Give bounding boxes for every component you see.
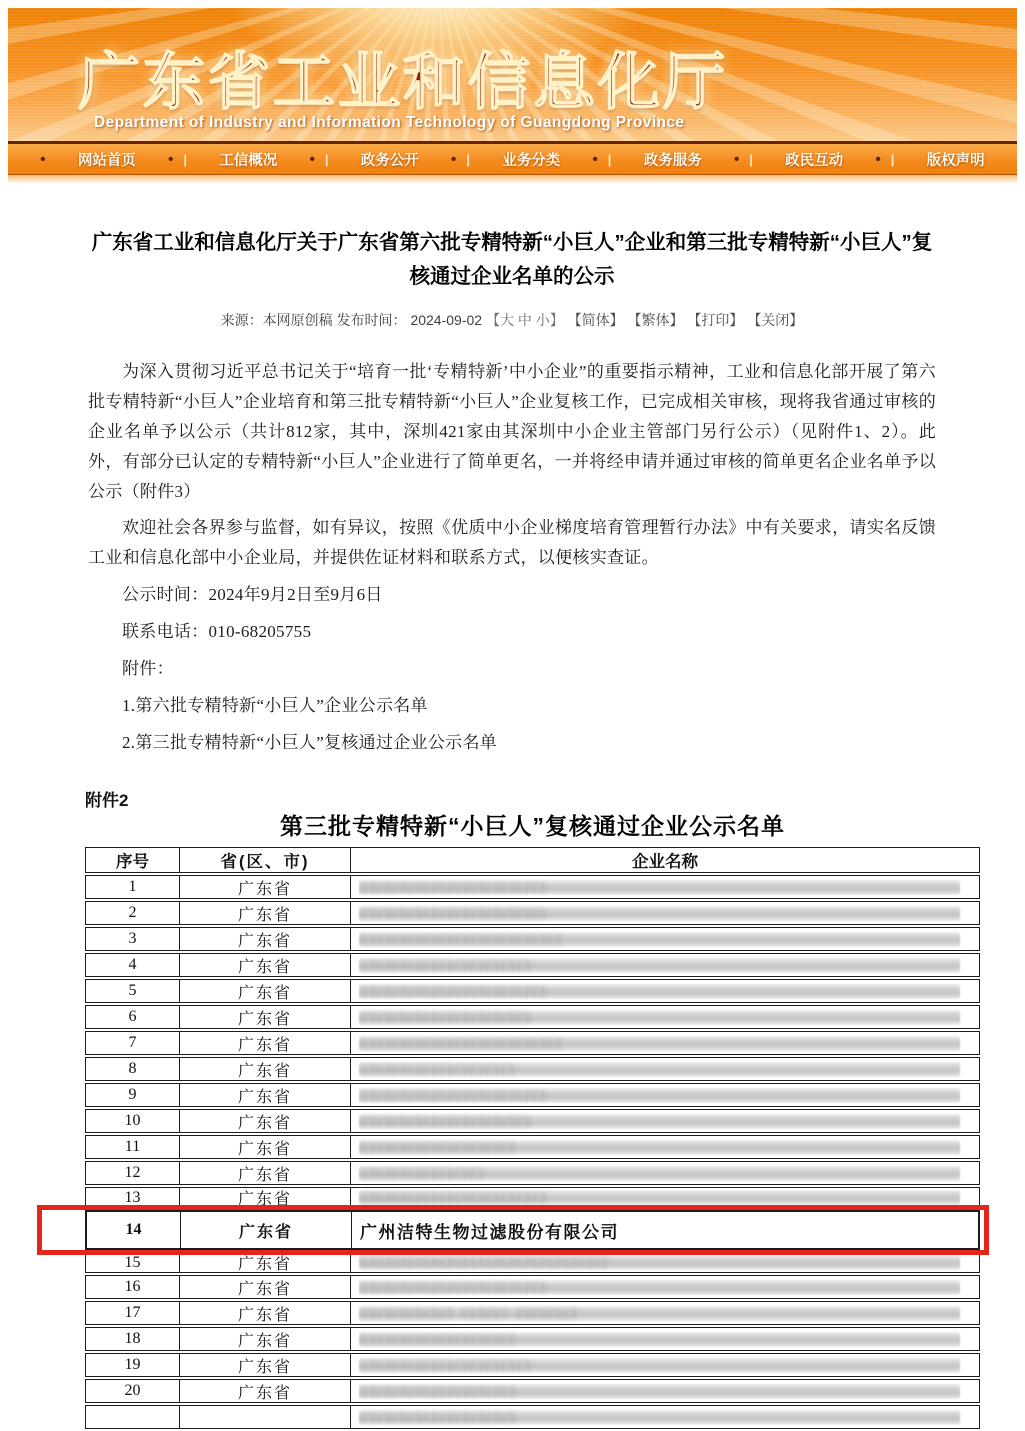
table-row xyxy=(85,927,980,951)
meta-date: 2024-09-02 xyxy=(410,312,483,328)
cell-province: 广东省 xyxy=(179,1058,350,1080)
cell-company xyxy=(350,954,979,976)
cell-province: 广东省 xyxy=(179,928,350,950)
table-row xyxy=(85,1301,980,1325)
cell-company xyxy=(350,1380,979,1402)
cell-company xyxy=(350,1110,979,1132)
cell-company xyxy=(350,1188,979,1207)
cell-no: 16 xyxy=(124,1278,141,1295)
attachment-item-1: 1.第六批专精特新“小巨人”企业公示名单 xyxy=(122,696,428,715)
cell-company xyxy=(350,1058,979,1080)
cell-no: 3 xyxy=(128,930,137,947)
article-meta xyxy=(88,310,936,330)
contact-phone: 联系电话：010-68205755 xyxy=(122,622,312,641)
table-row xyxy=(85,1031,980,1055)
cell-company xyxy=(350,980,979,1002)
company-name-redacted: 口口口口口口口口 xyxy=(359,1166,960,1181)
cell-no: 2 xyxy=(128,904,137,921)
table-row xyxy=(85,1187,980,1208)
cell-company xyxy=(350,928,979,950)
company-name-redacted: 口口口口口口口口口口 xyxy=(359,1332,960,1347)
meta-source: 来源：本网原创稿 xyxy=(220,312,333,328)
cell-no: 1 xyxy=(128,878,137,895)
paragraph: 欢迎社会各界参与监督，如有异议，按照《优质中小企业梯度培育管理暂行办法》中有关要求，请实名反馈工业和信息化部中小企业局，并提供佐证材料和联系方式，以便核实查证。 xyxy=(88,518,936,567)
nav-item-3[interactable]: 政务公开 xyxy=(360,152,419,169)
cell-no: 18 xyxy=(124,1330,141,1347)
article-title: 广东省工业和信息化厅关于广东省第六批专精特新“小巨人”企业和第三批专精特新“小巨人”复核通过企业名单的公示 xyxy=(91,231,933,288)
company-name-redacted: 口口口口口口口口口口口口口口口口 xyxy=(359,1255,960,1270)
cell-no: 12 xyxy=(124,1164,141,1181)
cell-no: 10 xyxy=(124,1112,141,1129)
nav-item-2[interactable]: 工信概况 xyxy=(219,152,278,169)
table-row xyxy=(85,1327,980,1351)
table-row xyxy=(85,1057,980,1081)
company-name-redacted: 口口口口口口口口口口口口口 xyxy=(359,1036,960,1051)
cell-province: 广东省 xyxy=(179,1162,350,1184)
company-name-redacted: 口口口口口口口口口口口 xyxy=(359,1114,960,1129)
site-title: 广东省工业和信息化厅 xyxy=(78,48,729,117)
font-size-control[interactable]: 【大 中 小】 xyxy=(485,312,564,328)
cell-company xyxy=(351,1212,978,1248)
cell-no: 11 xyxy=(124,1138,141,1155)
cell-company xyxy=(350,876,979,898)
main-nav xyxy=(8,141,1017,174)
table-row xyxy=(85,1275,980,1299)
nav-separator: • | xyxy=(309,150,329,168)
table-row xyxy=(85,1161,980,1185)
table-row xyxy=(85,1005,980,1029)
company-name: 广州洁特生物过滤股份有限公司 xyxy=(360,1222,619,1242)
cell-no xyxy=(86,1406,179,1428)
cell-province: 广东省 xyxy=(179,1380,350,1402)
cell-company xyxy=(350,1136,979,1158)
company-name-redacted: 口口口口口口（口口）口口口口 xyxy=(359,1306,960,1321)
cell-province: 广东省 xyxy=(179,1006,350,1028)
nav-separator: • | xyxy=(168,150,188,168)
company-name-redacted: 口口口口口口口口口口口口口 xyxy=(359,932,960,947)
cell-province: 广东省 xyxy=(180,1212,351,1248)
cell-province: 广东省 xyxy=(179,1328,350,1350)
nav-separator: • | xyxy=(592,150,612,168)
cell-no: 15 xyxy=(124,1253,141,1271)
company-name-redacted: 口口口口口口口口口口口口 xyxy=(359,1190,960,1205)
company-name-redacted: 口口口口口口口口口口口口 xyxy=(359,906,960,921)
company-name-redacted: 口口口口口口口口口口 xyxy=(359,1410,960,1425)
company-name-redacted: 口口口口口口口口口口口 xyxy=(359,958,960,973)
table-row xyxy=(85,979,980,1003)
site-subtitle-english: Department of Industry and Information Technology of Guangdong Province xyxy=(94,114,685,131)
cell-no: 7 xyxy=(128,1034,137,1051)
nav-item-6[interactable]: 政民互动 xyxy=(785,152,844,169)
table-title: 第三批专精特新“小巨人”复核通过企业公示名单 xyxy=(280,813,785,839)
cell-province: 广东省 xyxy=(179,1032,350,1054)
table-row xyxy=(85,1405,980,1429)
meta-time-label: 发布时间： xyxy=(336,312,407,328)
cell-company xyxy=(350,1253,979,1272)
traditional-button[interactable]: 【繁体】 xyxy=(627,312,684,328)
table-row xyxy=(85,875,980,899)
company-table xyxy=(85,847,980,1431)
company-name-redacted: 口口口口口口口口口口口口 xyxy=(359,984,960,999)
nav-separator: • | xyxy=(875,150,895,168)
attachment-item-2: 2.第三批专精特新“小巨人”复核通过企业公示名单 xyxy=(122,733,498,752)
cell-company xyxy=(350,1084,979,1106)
cell-company xyxy=(350,1276,979,1298)
cell-province: 广东省 xyxy=(179,1253,350,1272)
cell-no: 6 xyxy=(128,1008,137,1025)
close-button[interactable]: 【关闭】 xyxy=(747,312,804,328)
header-province: 省(区、市) xyxy=(179,848,350,872)
nav-bottom-fade xyxy=(8,174,1017,184)
cell-province: 广东省 xyxy=(179,1354,350,1376)
cell-company xyxy=(350,902,979,924)
cell-no: 20 xyxy=(124,1382,141,1399)
paragraph: 为深入贯彻习近平总书记关于“培育一批‘专精特新’中小企业”的重要指示精神，工业和信息化部开展了第六批专精特新“小巨人”企业培育和第三批专精特新“小巨人”企业复核工作，已完成相关审核，现将我省通过审核的企业名单予以公示（共计812家，其中，深圳421家由其深圳中小企业主管部门另行公示）（见附件1、2）。此外，有部分已认定的专精特新“小巨人”企业进行了简单更名，一并将经申请并通过审核的简单更名企业名单予以公示（附件3） xyxy=(88,362,936,501)
table-row xyxy=(85,1109,980,1133)
company-name-redacted: 口口口口口口口口口口 xyxy=(359,1384,960,1399)
table-row xyxy=(85,1135,980,1159)
nav-separator: • | xyxy=(733,150,753,168)
cell-province: 广东省 xyxy=(179,1110,350,1132)
table-header-row xyxy=(85,847,980,873)
cell-province: 广东省 xyxy=(179,1084,350,1106)
cell-company xyxy=(350,1032,979,1054)
table-row xyxy=(85,953,980,977)
publicity-period: 公示时间：2024年9月2日至9月6日 xyxy=(122,585,383,604)
cell-province: 广东省 xyxy=(179,1302,350,1324)
nav-item-7[interactable]: 版权声明 xyxy=(926,152,985,169)
simplified-button[interactable]: 【简体】 xyxy=(567,312,624,328)
cell-company xyxy=(350,1328,979,1350)
nav-separator: • | xyxy=(451,150,470,168)
cell-no: 14 xyxy=(125,1221,142,1238)
cell-no: 8 xyxy=(128,1060,137,1077)
site-banner xyxy=(8,8,1017,141)
cell-province: 广东省 xyxy=(179,954,350,976)
company-name-redacted: 口口口口口口口口口口口 xyxy=(359,1010,960,1025)
nav-leading-dot: • xyxy=(40,150,46,168)
table-row xyxy=(85,1083,980,1107)
company-name-redacted: 口口口口口口口口口口 xyxy=(359,1062,960,1077)
cell-no: 5 xyxy=(128,982,137,999)
company-name-redacted: 口口口口口口口口口口口口 xyxy=(359,1280,960,1295)
table-row xyxy=(85,901,980,925)
table-row xyxy=(85,1252,980,1273)
table-row xyxy=(85,1379,980,1403)
cell-company xyxy=(350,1406,979,1428)
cell-province: 广东省 xyxy=(179,876,350,898)
cell-province: 广东省 xyxy=(179,980,350,1002)
cell-company xyxy=(350,1006,979,1028)
article xyxy=(88,226,936,765)
nav-item-4[interactable]: 业务分类 xyxy=(502,152,561,169)
attachment2-label: 附件2 xyxy=(85,791,129,810)
cell-company xyxy=(350,1354,979,1376)
cell-company xyxy=(350,1302,979,1324)
nav-item-5[interactable]: 政务服务 xyxy=(643,152,702,169)
cell-province: 广东省 xyxy=(179,902,350,924)
cell-company xyxy=(350,1162,979,1184)
table-row-highlighted xyxy=(85,1210,980,1250)
company-name-redacted: 口口口口口口口口口口口口 xyxy=(359,880,960,895)
cell-no: 4 xyxy=(128,956,137,973)
cell-no: 9 xyxy=(128,1086,137,1103)
nav-item-1[interactable]: 网站首页 xyxy=(77,152,136,169)
header-no: 序号 xyxy=(116,853,149,871)
company-name-redacted: 口口口口口口口口口口口 xyxy=(359,1358,960,1373)
cell-no: 13 xyxy=(124,1188,141,1206)
print-button[interactable]: 【打印】 xyxy=(687,312,744,328)
cell-no: 17 xyxy=(124,1304,141,1321)
cell-province: 广东省 xyxy=(179,1188,350,1207)
header-company: 企业名称 xyxy=(350,848,979,872)
attachments-label: 附件： xyxy=(122,659,174,678)
cell-province: 广东省 xyxy=(179,1276,350,1298)
company-name-redacted: 口口口口口口口口口口口口 xyxy=(359,1088,960,1103)
company-name-redacted: 口口口口口口口口口口 xyxy=(359,1140,960,1155)
cell-province: 广东省 xyxy=(179,1136,350,1158)
table-row xyxy=(85,1353,980,1377)
cell-no: 19 xyxy=(124,1356,141,1373)
cell-province xyxy=(179,1406,350,1428)
